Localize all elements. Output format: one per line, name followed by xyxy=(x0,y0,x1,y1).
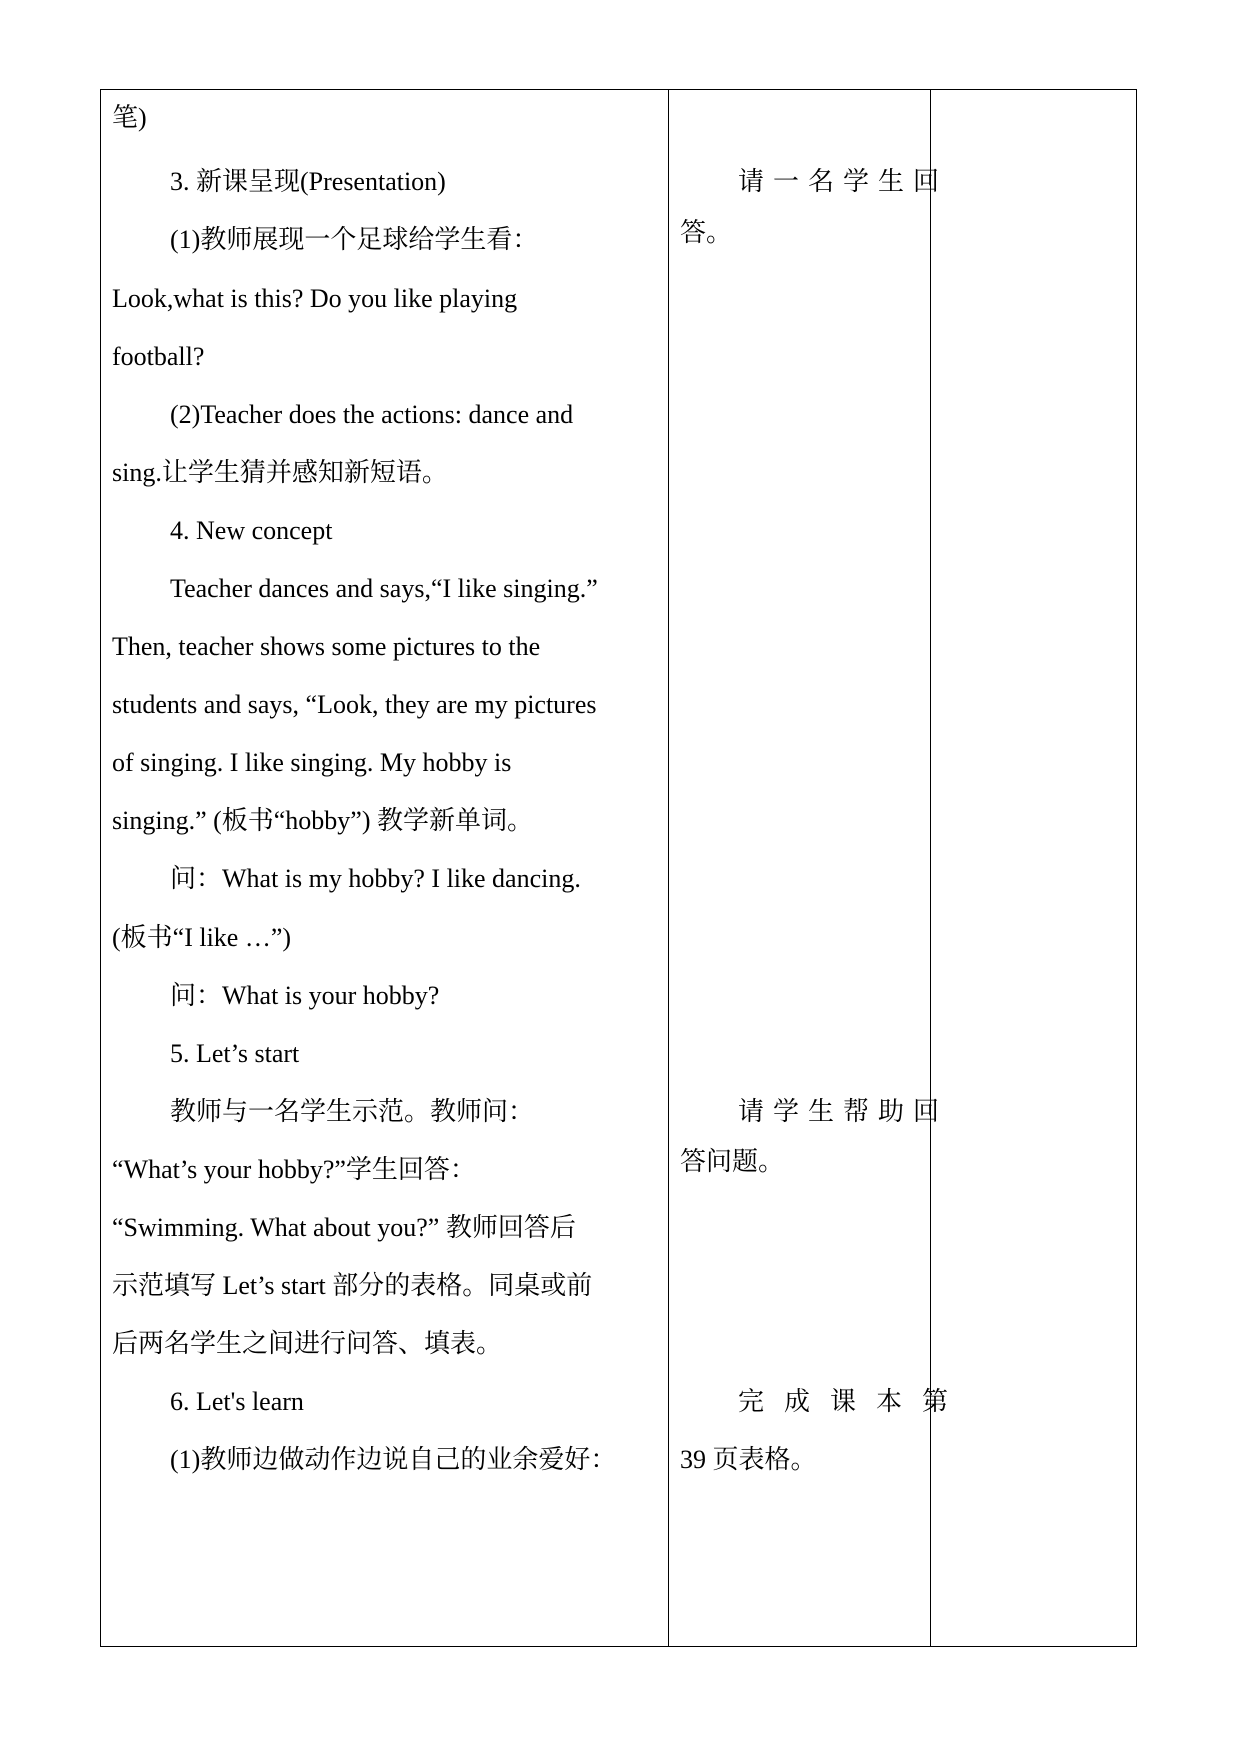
text-line: (2)Teacher does the actions: dance and xyxy=(170,400,574,429)
text-line: sing.让学生猜并感知新短语。 xyxy=(112,458,448,487)
text-line: of singing. I like singing. My hobby is xyxy=(112,748,512,777)
text-line: 3. 新课呈现(Presentation) xyxy=(170,167,446,196)
text-line: 答问题。 xyxy=(680,1147,785,1176)
text-line: 问：What is my hobby? I like dancing. xyxy=(170,864,581,893)
text-line: 5. Let’s start xyxy=(170,1039,300,1068)
lesson-plan-table xyxy=(100,89,1137,1647)
text-line: 请学生帮助回 xyxy=(738,1097,949,1126)
text-line: 教师与一名学生示范。教师问： xyxy=(170,1097,535,1126)
text-line: 请一名学生回 xyxy=(738,167,949,196)
teaching-process-cell xyxy=(101,90,668,1646)
text-line: 问：What is your hobby? xyxy=(170,981,440,1010)
text-line: Look,what is this? Do you like playing xyxy=(112,284,518,313)
notes-cell xyxy=(931,90,1136,1646)
text-line: 完成课本第 xyxy=(738,1387,969,1416)
text-line: (板书“I like …”) xyxy=(112,923,292,952)
text-line: (1)教师边做动作边说自己的业余爱好： xyxy=(170,1445,617,1474)
student-activity-cell xyxy=(669,90,969,1646)
text-line: Teacher dances and says,“I like singing.” xyxy=(170,574,598,603)
text-line: 示范填写 Let’s start 部分的表格。同桌或前 xyxy=(112,1271,593,1300)
text-line: 后两名学生之间进行问答、填表。 xyxy=(112,1329,503,1358)
text-line: 6. Let's learn xyxy=(170,1387,304,1416)
text-line: 39 页表格。 xyxy=(680,1445,817,1474)
text-line: football? xyxy=(112,342,205,371)
text-line: (1)教师展现一个足球给学生看： xyxy=(170,225,539,254)
text-line: “What’s your hobby?”学生回答： xyxy=(112,1155,476,1184)
text-line: 答。 xyxy=(680,218,733,247)
text-line: 笔) xyxy=(112,103,147,132)
text-line: students and says, “Look, they are my pictures xyxy=(112,690,597,719)
text-line: Then, teacher shows some pictures to the xyxy=(112,632,541,661)
text-line: 4. New concept xyxy=(170,516,333,545)
text-line: “Swimming. What about you?” 教师回答后 xyxy=(112,1213,576,1242)
text-line: singing.” (板书“hobby”) 教学新单词。 xyxy=(112,806,534,835)
